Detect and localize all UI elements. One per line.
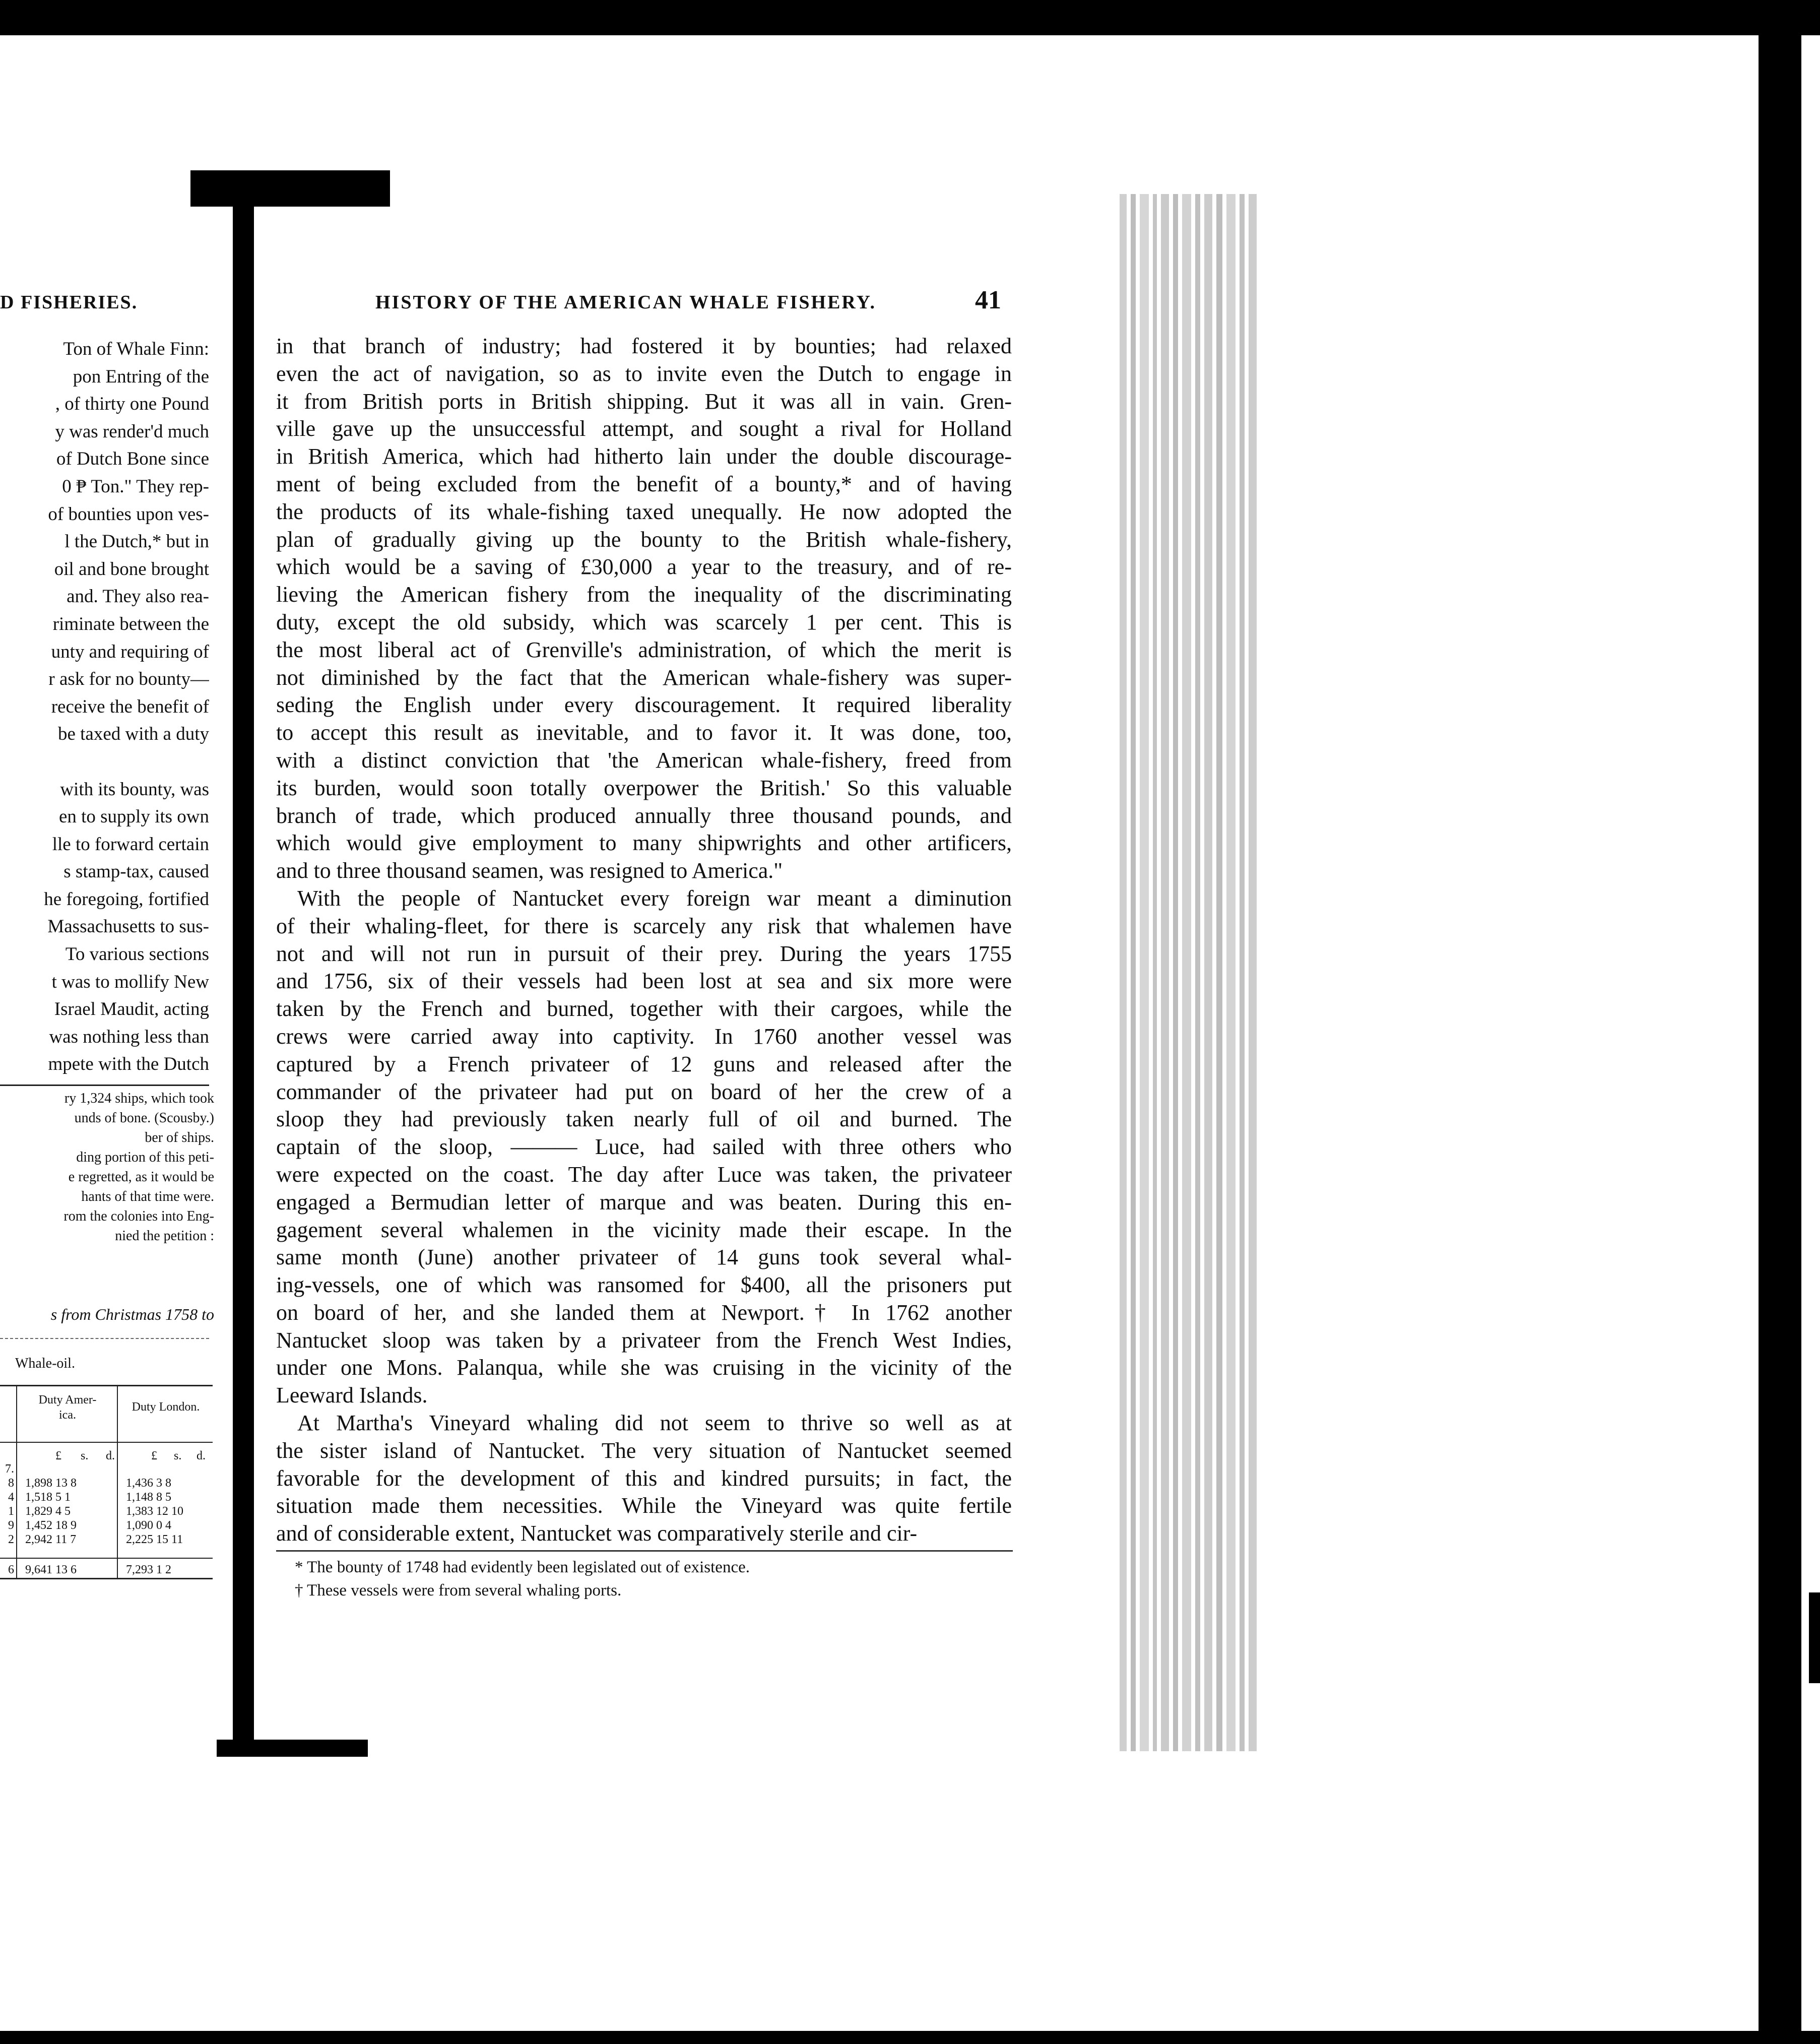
left-page-text-line: Massachusetts to sus- — [47, 916, 209, 937]
table-unit: d. — [197, 1449, 206, 1462]
body-text-line: and to three thousand seamen, was resigned to America." — [276, 858, 783, 883]
left-page-text-line: be taxed with a duty — [57, 724, 209, 745]
left-page-text-line: , of thirty one Pound — [55, 394, 209, 415]
body-text-line: to accept this result as inevitable, and to favor it. It was done, too, — [276, 720, 1012, 745]
body-text-line: Leeward Islands. — [276, 1383, 428, 1408]
body-text-line: on board of her, and she landed them at Newport.† In 1762 another — [276, 1300, 1012, 1325]
left-page-text-line: r ask for no bounty— — [48, 669, 209, 690]
left-page-table-caption: s from Christmas 1758 to — [50, 1305, 214, 1323]
left-page-note-line: nied the petition : — [115, 1228, 214, 1244]
table-header-duty-london: Duty London. — [132, 1400, 200, 1414]
left-page-text-column — [0, 336, 209, 1078]
table-cell-cropped: 1 — [8, 1505, 14, 1518]
body-text-line: taken by the French and burned, together with their cargoes, while the — [276, 996, 1012, 1021]
table-unit: d. — [106, 1449, 115, 1462]
page-edge-stripe — [1182, 194, 1191, 1751]
left-page-text-line: of Dutch Bone since — [56, 449, 209, 470]
left-page-text-line: was nothing less than — [49, 1026, 209, 1047]
body-text-line: which would be a saving of £30,000 a year to the treasury, and of re- — [276, 554, 1012, 580]
footnote-vessels: † These vessels were from several whaling ports. — [295, 1581, 622, 1600]
left-page-text-line: pon Entring of the — [73, 366, 209, 387]
page-edge-stripe — [1120, 194, 1127, 1751]
table-total-rule — [0, 1558, 213, 1559]
body-text-line: Nantucket sloop was taken by a privateer from the French West Indies, — [276, 1327, 1012, 1353]
body-text-line: under one Mons. Palanqua, while she was cruising in the vicinity of the — [276, 1355, 1012, 1380]
running-title: HISTORY OF THE AMERICAN WHALE FISHERY. — [375, 292, 876, 313]
left-page-text-line: Ton of Whale Finn: — [63, 339, 209, 359]
left-page-text-line: To various sections — [65, 944, 209, 965]
book-page-edges — [1120, 194, 1266, 1751]
body-text-line: captured by a French privateer of 12 guns and released after the — [276, 1051, 1012, 1076]
body-text-line: With the people of Nantucket every foreign war meant a diminution — [297, 885, 1012, 911]
page-edge-stripe — [1249, 194, 1257, 1751]
body-text-line: the products of its whale-fishing taxed unequally. He now adopted the — [276, 499, 1012, 524]
left-page-text-line: lle to forward certain — [52, 834, 209, 855]
body-text-line: with a distinct conviction that 'the American whale-fishery, freed from — [276, 747, 1012, 773]
page-edge-stripe — [1153, 194, 1157, 1751]
body-text-line: lieving the American fishery from the inequality of the discriminating — [276, 582, 1012, 607]
binding-bracket-stem — [233, 202, 254, 1754]
table-unit: £ — [55, 1449, 61, 1462]
body-text-line: the most liberal act of Grenville's administration, of which the merit is — [276, 637, 1012, 662]
body-text-line: and 1756, six of their vessels had been lost at sea and six more were — [276, 969, 1012, 994]
left-page-text-line: with its bounty, was — [60, 779, 209, 800]
body-text-line: its burden, would soon totally overpower the British.' So this valuable — [276, 775, 1012, 800]
table-header-rule — [0, 1442, 213, 1443]
body-text-line: ville gave up the unsuccessful attempt, and sought a rival for Holland — [276, 416, 1012, 441]
scan-frame-notch — [1809, 1592, 1820, 1683]
page-edge-stripe — [1240, 194, 1245, 1751]
left-page-text-line: of bounties upon ves- — [48, 503, 209, 525]
table-total-cropped: 6 — [8, 1563, 14, 1576]
left-page-text-line: riminate between the — [52, 613, 209, 634]
body-text-line: and of considerable extent, Nantucket was comparatively sterile and cir- — [276, 1521, 918, 1546]
left-page-note-line: ry 1,324 ships, which took — [64, 1091, 214, 1106]
body-text-line: situation made them necessities. While the Vineyard was quite fertile — [276, 1493, 1012, 1518]
left-page-footnotes — [0, 1089, 214, 1246]
left-page-text-line: unty and requiring of — [51, 641, 209, 662]
table-cell-cropped: 2 — [8, 1533, 14, 1546]
table-cell-london: 2,225 15 11 — [126, 1533, 183, 1546]
table-cell-london: 1,090 0 4 — [126, 1519, 171, 1532]
body-text-line: commander of the privateer had put on board of her the crew of a — [276, 1079, 1012, 1104]
left-page-text-line: he foregoing, fortified — [44, 888, 209, 910]
left-page-text-line — [0, 748, 209, 776]
body-text-line: engaged a Bermudian letter of marque and was beaten. During this en- — [276, 1189, 1012, 1215]
left-page-running-title: D FISHERIES. — [0, 292, 138, 313]
table-cell-america: 1,829 4 5 — [25, 1505, 71, 1518]
body-text-line: favorable for the development of this and kindred pursuits; in fact, the — [276, 1465, 1012, 1491]
body-text-line: were expected on the coast. The day after Luce was taken, the privateer — [276, 1162, 1012, 1187]
left-page-text-line: receive the benefit of — [51, 696, 209, 717]
binding-bracket-top — [190, 170, 390, 207]
table-total-london: 7,293 1 2 — [126, 1563, 171, 1576]
table-cell-america: 1,452 18 9 — [25, 1519, 77, 1532]
body-text-line: captain of the sloop, ——— Luce, had sailed with three others who — [276, 1134, 1012, 1160]
left-page-text-line: and. They also rea- — [67, 586, 209, 607]
body-text-line: sloop they had previously taken nearly full of oil and burned. The — [276, 1107, 1012, 1132]
adjacent-page-edge — [1801, 35, 1820, 2031]
body-text-line: ment of being excluded from the benefit of a bounty,* and of having — [276, 471, 1012, 496]
page-number: 41 — [975, 286, 1001, 314]
left-page-text-line: Israel Maudit, acting — [54, 999, 209, 1020]
body-text-line: not and will not run in pursuit of their prey. During the years 1755 — [276, 941, 1012, 966]
left-page-note-line: e regretted, as it would be — [68, 1169, 214, 1185]
page-edge-stripe — [1131, 194, 1136, 1751]
body-text-line: seding the English under every discouragement. It required liberality — [276, 692, 1012, 718]
left-page-text-line: s stamp-tax, caused — [63, 861, 209, 882]
left-page-note-line: ber of ships. — [145, 1130, 214, 1145]
table-total-america: 9,641 13 6 — [25, 1563, 77, 1576]
footnote-bounty: * The bounty of 1748 had evidently been legislated out of existence. — [295, 1558, 750, 1576]
left-page-text-line: 0 ₱ Ton." They rep- — [62, 476, 209, 497]
left-page-dashed-rule — [0, 1338, 209, 1339]
left-page-text-line: mpete with the Dutch — [48, 1054, 209, 1075]
page-edge-stripe — [1226, 194, 1236, 1751]
body-text-line: crews were carried away into captivity. In 1760 another vessel was — [276, 1024, 1012, 1049]
body-text-line: ing-vessels, one of which was ransomed for $400, all the prisoners put — [276, 1272, 1012, 1298]
page-edge-stripe — [1204, 194, 1212, 1751]
left-page-duty-table — [0, 1385, 213, 1579]
table-unit: £ — [151, 1449, 157, 1462]
table-cell-london: 1,436 3 8 — [126, 1477, 171, 1490]
body-text-line: At Martha's Vineyard whaling did not seem to thrive so well as at — [297, 1411, 1012, 1436]
page-edge-stripe — [1173, 194, 1178, 1751]
table-cell-america: 1,898 13 8 — [25, 1477, 77, 1490]
body-text-line: it from British ports in British shipping. But it was all in vain. Gren- — [276, 389, 1012, 414]
body-text-line: of their whaling-fleet, for there is scarcely any risk that whalemen have — [276, 913, 1012, 938]
left-page-footnote-rule — [0, 1084, 209, 1086]
footnote-rule — [276, 1550, 1013, 1552]
binding-bracket-bottom — [217, 1740, 368, 1757]
left-page-note-line: ding portion of this peti- — [76, 1149, 214, 1165]
body-text-line: branch of trade, which produced annually three thousand pounds, and — [276, 803, 1012, 828]
page-edge-stripe — [1195, 194, 1200, 1751]
page-edge-stripe — [1140, 194, 1149, 1751]
body-text — [276, 333, 1012, 1548]
table-unit: s. — [174, 1449, 182, 1462]
body-text-line: duty, except the old subsidy, which was scarcely 1 per cent. This is — [276, 609, 1012, 634]
table-cell-cropped: 4 — [8, 1491, 14, 1504]
table-header-duty-america: Duty Amer- ica. — [38, 1393, 97, 1422]
body-text-line: which would give employment to many shipwrights and other artificers, — [276, 831, 1012, 856]
table-column-divider — [16, 1386, 17, 1578]
page-edge-stripe — [1161, 194, 1169, 1751]
body-text-line: gagement several whalemen in the vicinity made their escape. In the — [276, 1217, 1012, 1242]
table-cell-london: 1,383 12 10 — [126, 1505, 183, 1518]
body-text-line: in British America, which had hitherto lain under the double discourage- — [276, 444, 1012, 469]
left-page-text-line: t was to mollify New — [51, 971, 209, 992]
left-page-table-title: Whale-oil. — [15, 1356, 75, 1371]
left-page-note-line: hants of that time were. — [81, 1189, 214, 1204]
table-cell-america: 1,518 5 1 — [25, 1491, 71, 1504]
body-text-line: same month (June) another privateer of 14 guns took several whal- — [276, 1245, 1012, 1270]
table-cell-cropped: 8 — [8, 1477, 14, 1490]
table-cell-america: 2,942 11 7 — [25, 1533, 77, 1546]
body-text-line: not diminished by the fact that the American whale-fishery was super- — [276, 665, 1012, 690]
page-edge-stripe — [1216, 194, 1222, 1751]
table-column-divider — [117, 1386, 118, 1578]
body-text-line: plan of gradually giving up the bounty to the British whale-fishery, — [276, 527, 1012, 552]
body-text-line: the sister island of Nantucket. The very situation of Nantucket seemed — [276, 1438, 1012, 1463]
table-cell-cropped: 7. — [5, 1462, 14, 1476]
body-text-line: even the act of navigation, so as to invite even the Dutch to engage in — [276, 361, 1012, 386]
table-unit: s. — [81, 1449, 89, 1462]
left-page-text-line: y was render'd much — [55, 421, 209, 442]
left-page-note-line: rom the colonies into Eng- — [63, 1208, 214, 1224]
body-text-line: in that branch of industry; had fostered it by bounties; had relaxed — [276, 334, 1012, 358]
left-page-text-line: oil and bone brought — [54, 558, 209, 580]
left-page-note-line: unds of bone. (Scousby.) — [74, 1110, 214, 1126]
table-cell-london: 1,148 8 5 — [126, 1491, 171, 1504]
left-page-text-line: en to supply its own — [58, 806, 209, 827]
table-cell-cropped: 9 — [8, 1519, 14, 1532]
left-page-text-line: l the Dutch,* but in — [64, 531, 209, 552]
